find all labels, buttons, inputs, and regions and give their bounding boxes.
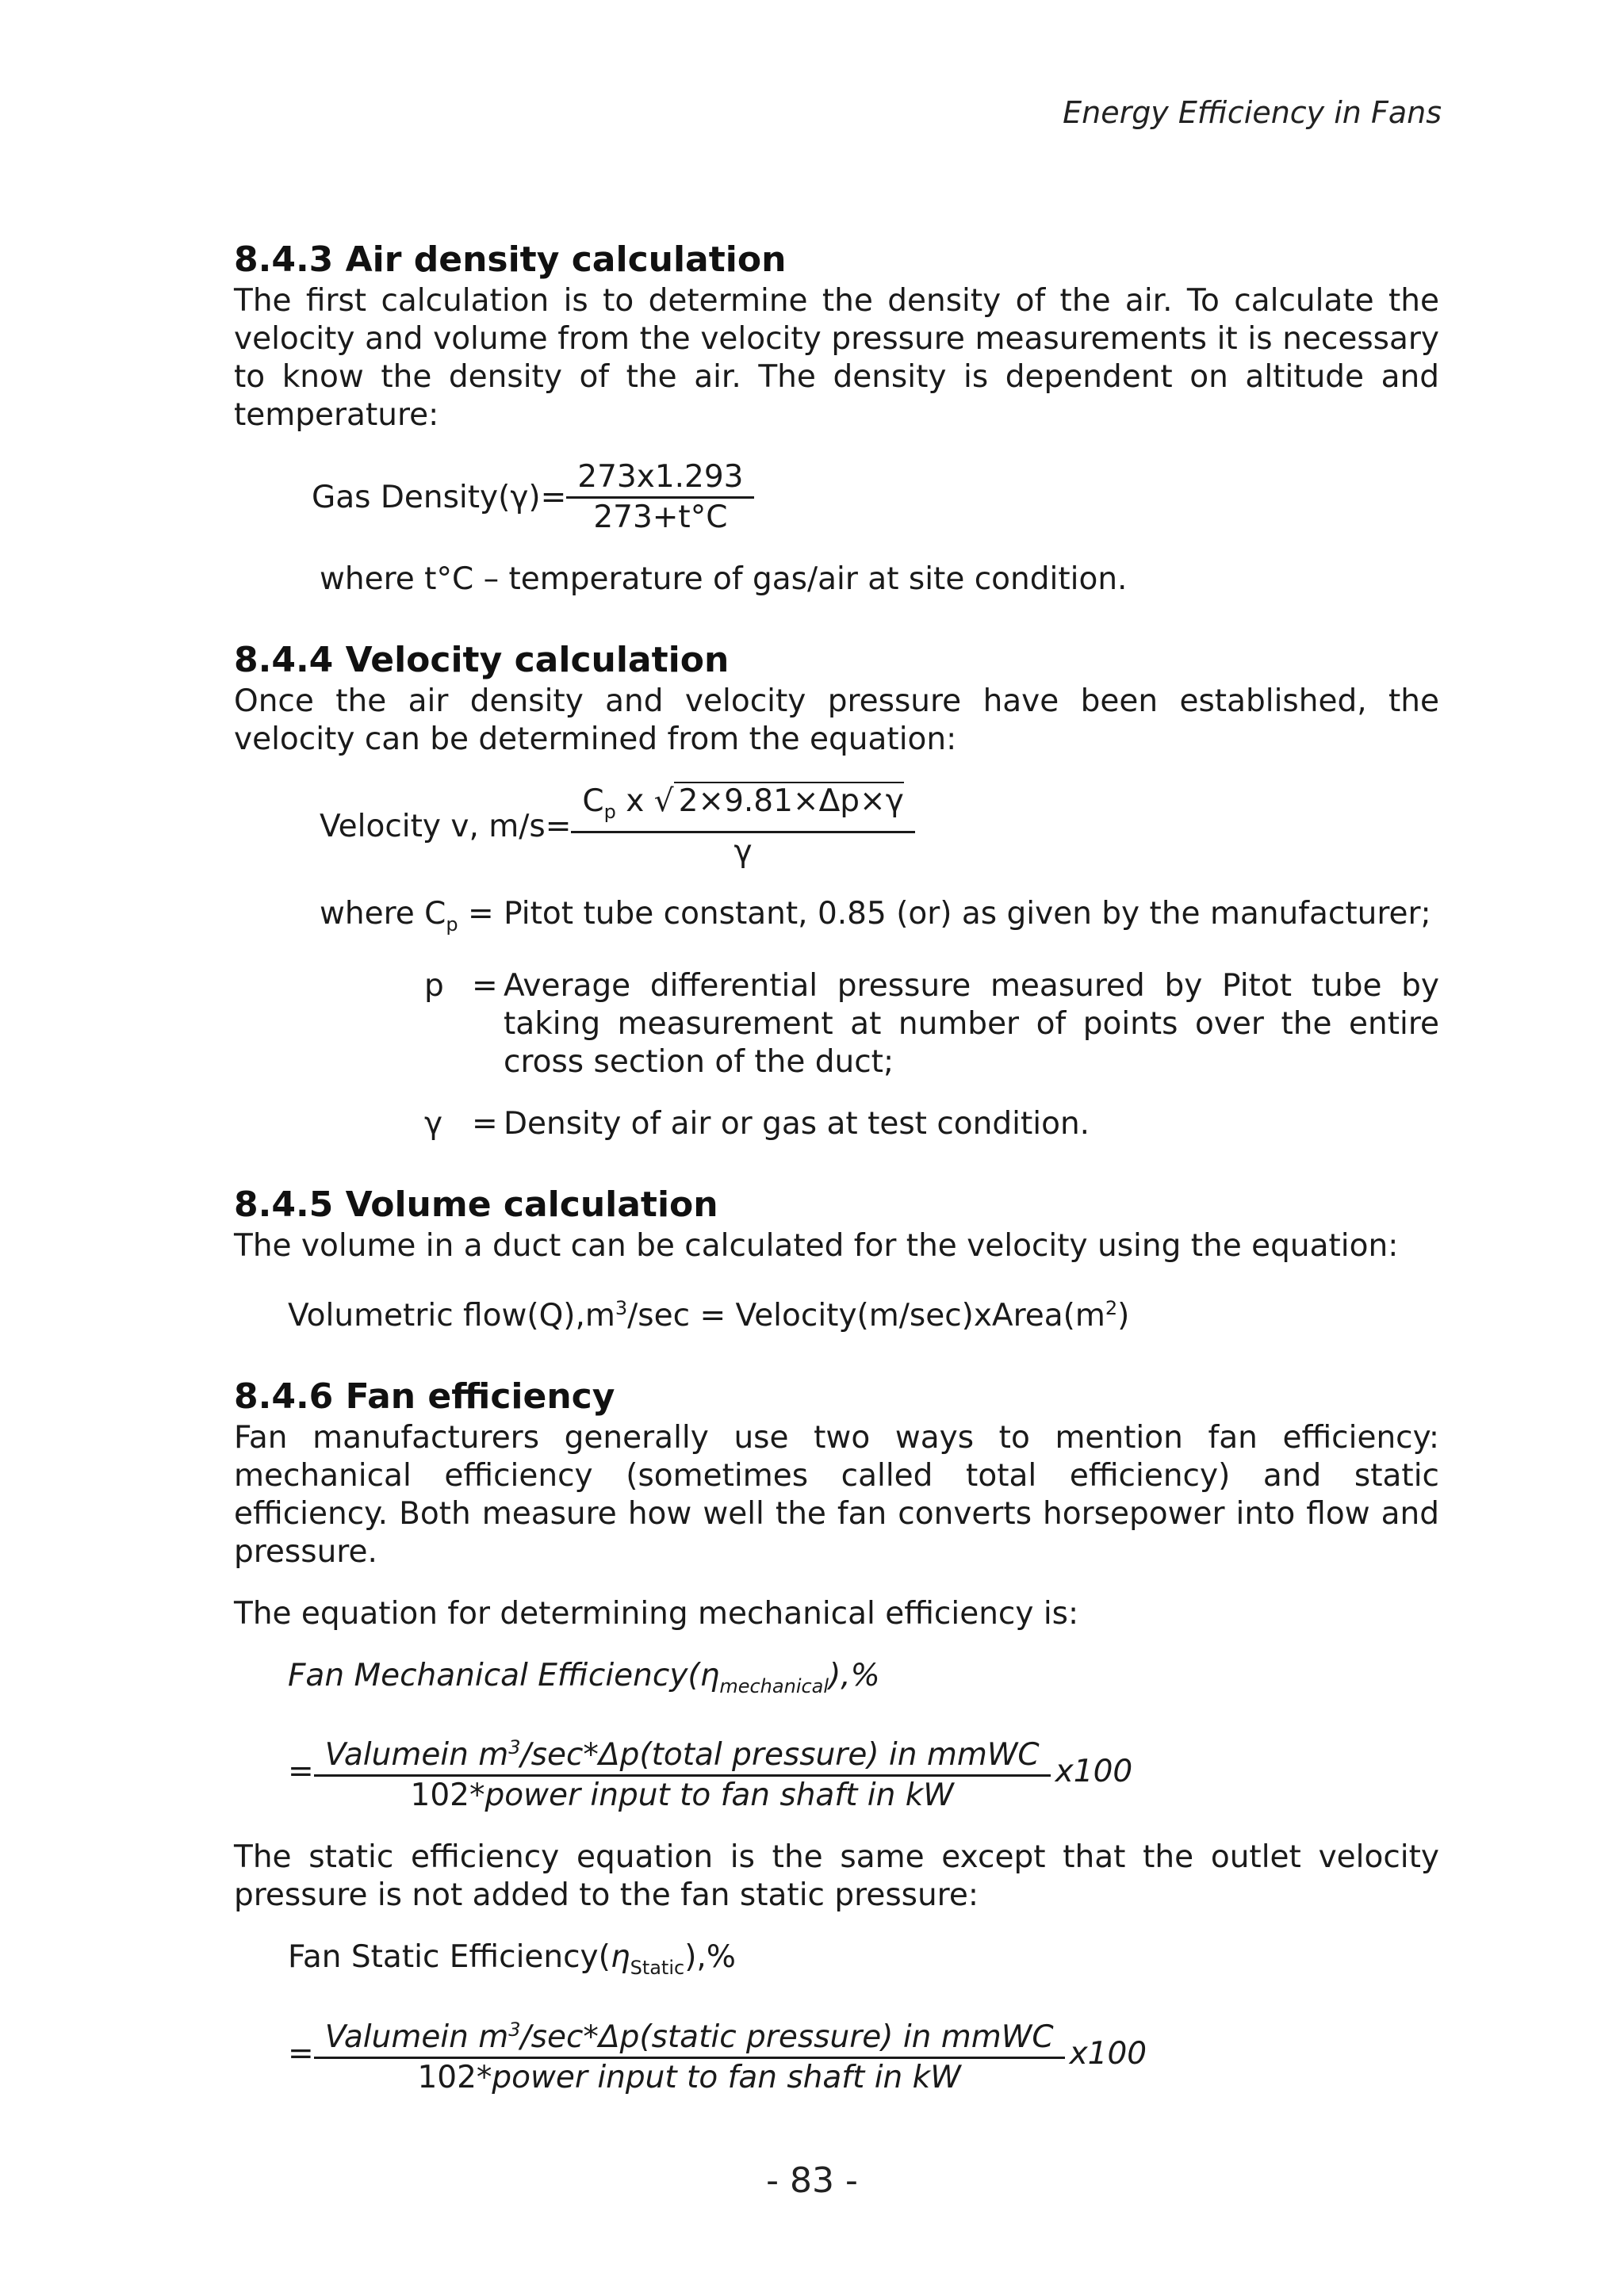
mechanical-efficiency-label bbox=[288, 1657, 1439, 1705]
numerator bbox=[314, 2011, 1065, 2059]
equation-volumetric-flow bbox=[288, 1289, 1439, 1335]
paragraph-mechanical-intro: The equation for determining mechanical efficiency is: bbox=[234, 1595, 1079, 1632]
equation-static-efficiency bbox=[288, 2011, 1439, 2097]
where-text: = Pitot tube constant, 0.85 (or) as given by the manufacturer; bbox=[458, 895, 1431, 932]
denominator bbox=[400, 1777, 965, 1815]
page-content bbox=[234, 238, 1439, 2097]
denominator: γ bbox=[733, 833, 753, 870]
where-cp bbox=[320, 895, 1439, 943]
paragraph-air-density: The first calculation is to determine the density of the air. To calculate the velocity and volume from the velocity pressure measurements it is necessary to know the density of the air. The density is dependent on altitude and temperature: bbox=[234, 283, 1439, 433]
multiplier: x100 bbox=[1069, 2035, 1147, 2072]
section-heading-air-density: 8.4.3 Air density calculation bbox=[234, 239, 787, 280]
paragraph-volume: The volume in a duct can be calculated for the velocity using the equation: bbox=[234, 1227, 1399, 1264]
num-part: Valumein m bbox=[324, 2019, 509, 2056]
numerator bbox=[314, 1728, 1051, 1777]
where-item-p bbox=[424, 967, 1439, 1081]
section-heading-volume: 8.4.5 Volume calculation bbox=[234, 1184, 718, 1225]
paragraph-velocity: Once the air density and velocity pressure have been established, the velocity can be determined from the equation: bbox=[234, 683, 1439, 757]
num-part: Valumein m bbox=[324, 1737, 509, 1774]
section-heading-velocity: 8.4.4 Velocity calculation bbox=[234, 640, 730, 680]
num-part: /sec*Δp(static pressure) in mmWC bbox=[520, 2019, 1054, 2056]
denominator bbox=[406, 2059, 971, 2097]
where-list bbox=[424, 967, 1439, 1143]
eq-sup: 3 bbox=[615, 1296, 628, 1319]
equation-gas-density bbox=[312, 458, 1439, 537]
where-subscript: p bbox=[446, 913, 458, 936]
eq-part: ) bbox=[1117, 1297, 1130, 1334]
symbol: p bbox=[424, 967, 444, 1004]
equation-velocity bbox=[320, 783, 1439, 871]
num-sup: 3 bbox=[508, 1736, 521, 1759]
static-efficiency-label bbox=[288, 1938, 1439, 1987]
where-item-gamma bbox=[424, 1105, 1439, 1143]
equals: = bbox=[472, 1105, 498, 1142]
equals-sign: = bbox=[288, 2035, 314, 2072]
fraction bbox=[566, 458, 754, 537]
label-part: Fan Mechanical Efficiency(η bbox=[288, 1657, 720, 1693]
symbol: γ bbox=[424, 1105, 443, 1142]
label-sub: mechanical bbox=[719, 1674, 829, 1697]
equation-label: Velocity v, m/s= bbox=[320, 808, 572, 844]
cp-symbol: C bbox=[582, 783, 604, 819]
equation-mechanical-efficiency bbox=[288, 1728, 1439, 1815]
num-part: /sec*Δp(total pressure) in mmWC bbox=[520, 1737, 1040, 1774]
equals: = bbox=[472, 967, 498, 1004]
den-part: power input to fan shaft in kW bbox=[485, 1777, 954, 1814]
multiply-sqrt: x √ bbox=[615, 783, 674, 819]
label-part: Fan Static Efficiency( bbox=[288, 1939, 611, 1976]
label-part: ),% bbox=[829, 1657, 880, 1693]
definition: Average differential pressure measured by Pitot tube by taking measurement at number of points over the entire cross section of the duct; bbox=[504, 967, 1439, 1080]
where-temperature: where t°C – temperature of gas/air at site condition. bbox=[320, 561, 1128, 597]
cp-subscript: p bbox=[603, 800, 616, 823]
running-header: Energy Efficiency in Fans bbox=[1063, 95, 1442, 130]
eq-part: Volumetric flow(Q),m bbox=[288, 1297, 615, 1334]
eq-part: /sec = Velocity(m/sec)xArea(m bbox=[627, 1297, 1105, 1334]
numerator: 273x1.293 bbox=[566, 458, 754, 499]
den-part: 102* bbox=[417, 2060, 492, 2096]
multiplier: x100 bbox=[1055, 1753, 1133, 1789]
where-prefix: where C bbox=[320, 895, 446, 932]
fraction bbox=[314, 1728, 1051, 1815]
fraction bbox=[314, 2011, 1065, 2097]
equals-sign: = bbox=[288, 1753, 314, 1789]
paragraph-static-intro: The static efficiency equation is the same except that the outlet velocity pressure is not added to the fan static pressure: bbox=[234, 1839, 1439, 1914]
denominator: 273+t°C bbox=[593, 499, 728, 535]
equation-label: Gas Density(γ)= bbox=[312, 479, 567, 515]
sqrt-radicand: 2×9.81×Δp×γ bbox=[674, 782, 904, 819]
fraction bbox=[571, 783, 914, 871]
num-sup: 3 bbox=[508, 2019, 521, 2042]
label-sub: Static bbox=[630, 1957, 685, 1980]
den-part: 102* bbox=[410, 1777, 485, 1814]
eq-sup: 2 bbox=[1105, 1296, 1118, 1319]
definition: Density of air or gas at test condition. bbox=[504, 1105, 1090, 1142]
label-part: ),% bbox=[684, 1939, 736, 1976]
paragraph-fan-efficiency: Fan manufacturers generally use two ways to mention fan efficiency: mechanical efficiency (sometimes called total efficiency) and static efficiency. Both measure how well the fan converts horsepower into flow and pressure. bbox=[234, 1419, 1439, 1570]
den-part: power input to fan shaft in kW bbox=[492, 2060, 961, 2096]
page-number: - 83 - bbox=[766, 2160, 858, 2201]
eta-symbol: η bbox=[610, 1939, 630, 1976]
numerator bbox=[571, 783, 914, 833]
section-heading-fan-efficiency: 8.4.6 Fan efficiency bbox=[234, 1376, 615, 1417]
